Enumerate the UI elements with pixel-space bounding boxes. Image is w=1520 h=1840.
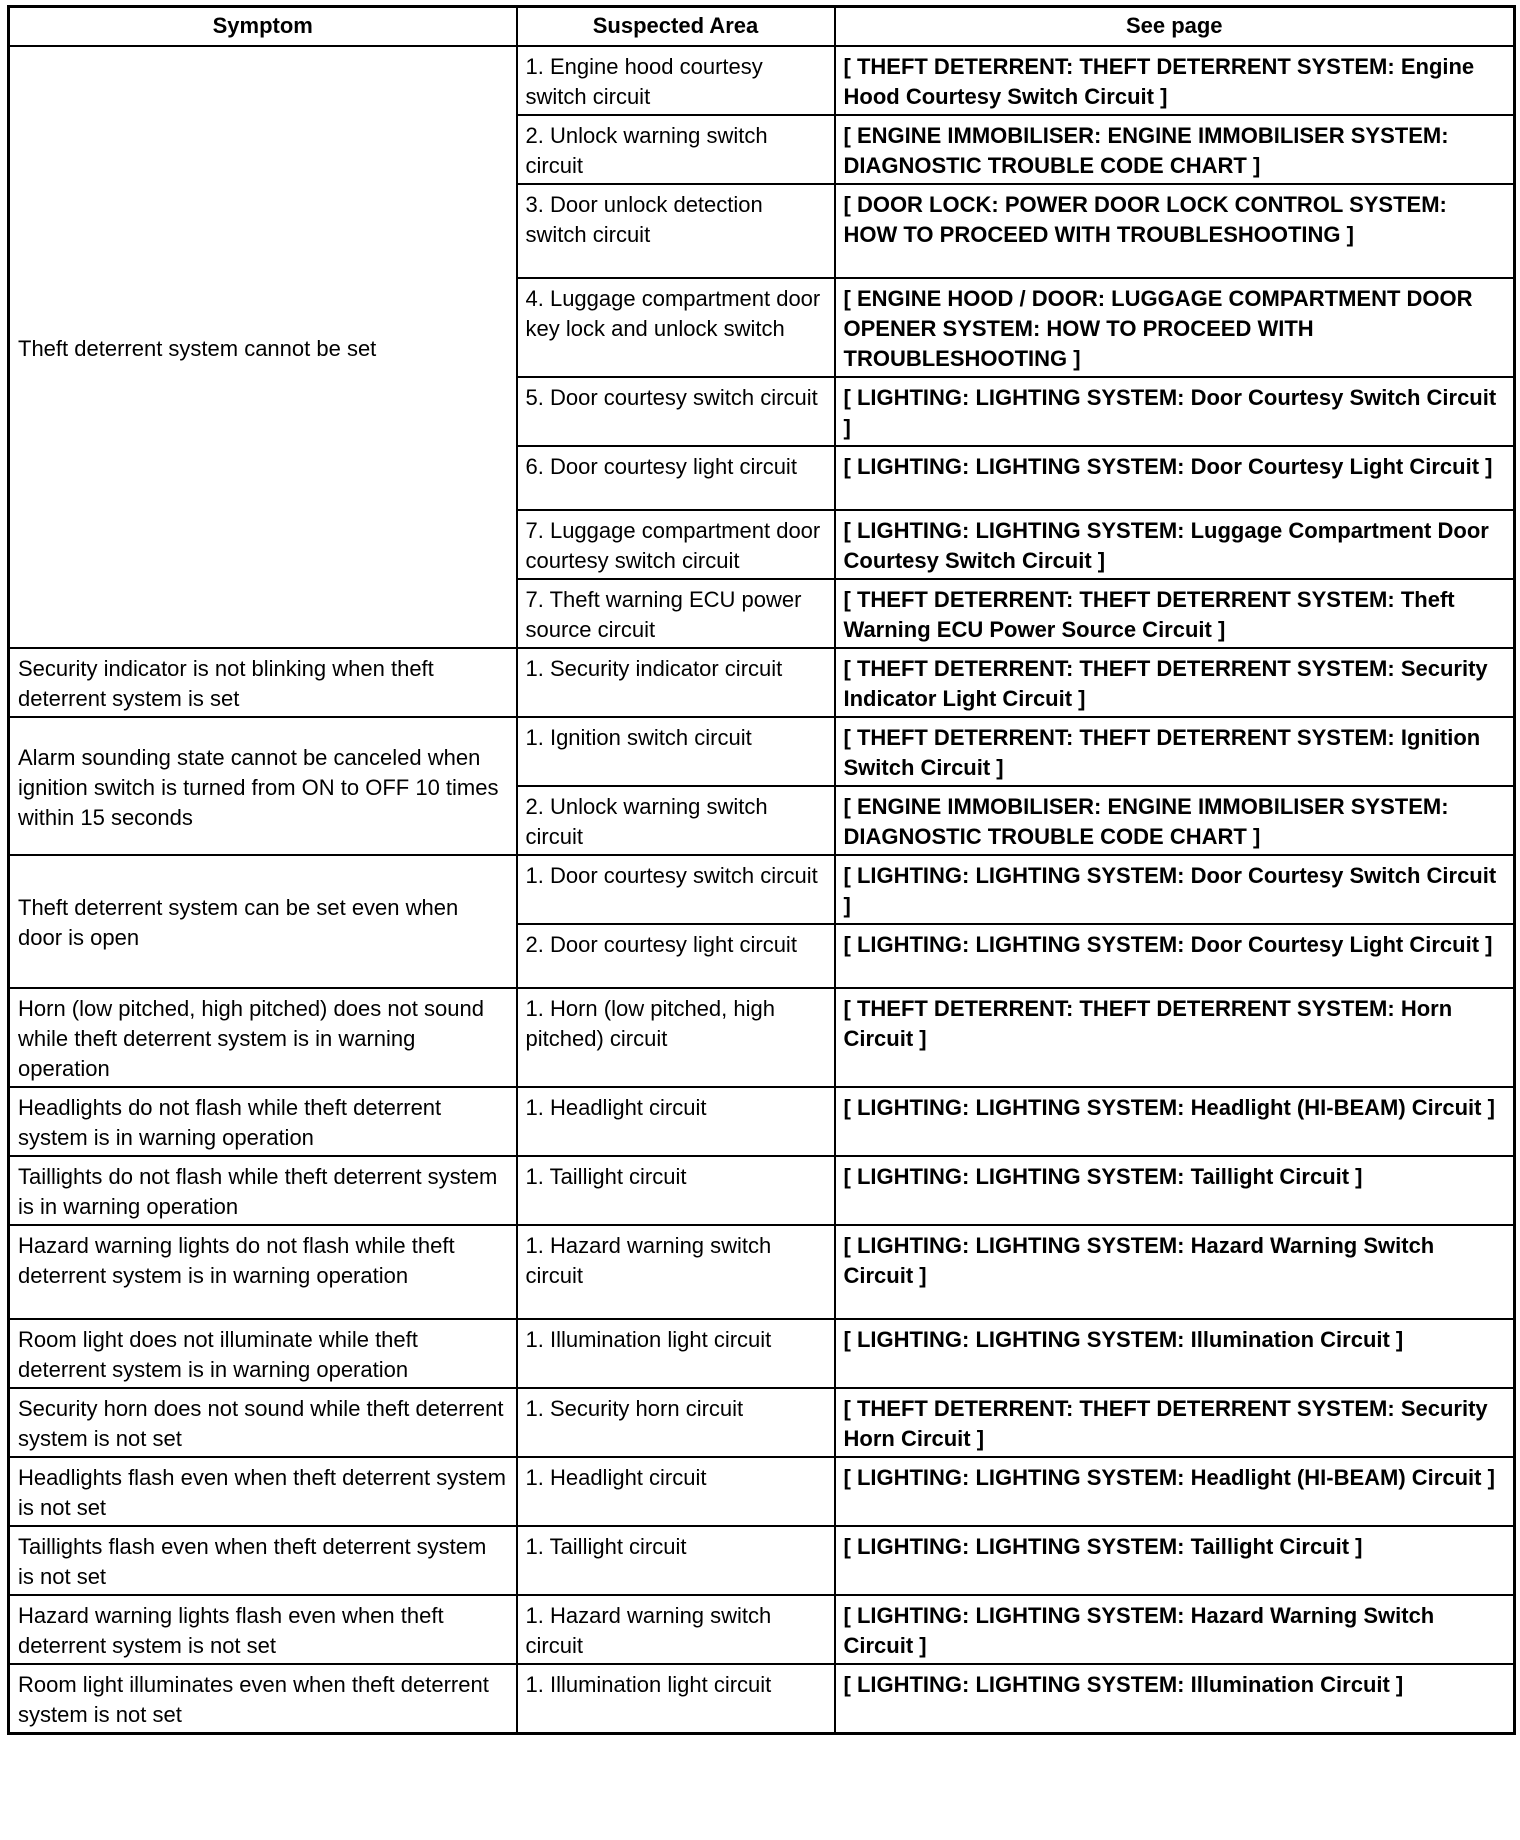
suspected-area-cell: 1. Headlight circuit [517, 1457, 835, 1526]
table-row [9, 1225, 1515, 1319]
symptom-cell: Theft deterrent system cannot be set [9, 46, 517, 648]
table-row [9, 1319, 1515, 1388]
symptom-cell: Theft deterrent system can be set even when door is open [9, 855, 517, 988]
table-row [9, 988, 1515, 1087]
suspected-area-cell: 1. Illumination light circuit [517, 1664, 835, 1734]
suspected-area-cell: 1. Ignition switch circuit [517, 717, 835, 786]
suspected-area-cell: 1. Taillight circuit [517, 1156, 835, 1225]
see-page-link[interactable]: [ LIGHTING: LIGHTING SYSTEM: Door Courtesy Switch Circuit ] [835, 377, 1515, 446]
suspected-area-cell: 1. Security horn circuit [517, 1388, 835, 1457]
see-page-link[interactable]: [ ENGINE HOOD / DOOR: LUGGAGE COMPARTMENT DOOR OPENER SYSTEM: HOW TO PROCEED WITH TROUBLESHOOTING ] [835, 278, 1515, 377]
see-page-link[interactable]: [ LIGHTING: LIGHTING SYSTEM: Headlight (HI-BEAM) Circuit ] [835, 1457, 1515, 1526]
table-row [9, 1595, 1515, 1664]
see-page-link[interactable]: [ LIGHTING: LIGHTING SYSTEM: Hazard Warning Switch Circuit ] [835, 1225, 1515, 1319]
see-page-link[interactable]: [ LIGHTING: LIGHTING SYSTEM: Door Courtesy Switch Circuit ] [835, 855, 1515, 924]
table-header-row [9, 7, 1515, 47]
symptom-cell: Headlights flash even when theft deterrent system is not set [9, 1457, 517, 1526]
table-row [9, 1457, 1515, 1526]
see-page-link[interactable]: [ LIGHTING: LIGHTING SYSTEM: Headlight (HI-BEAM) Circuit ] [835, 1087, 1515, 1156]
symptom-cell: Hazard warning lights do not flash while theft deterrent system is in warning operation [9, 1225, 517, 1319]
see-page-link[interactable]: [ DOOR LOCK: POWER DOOR LOCK CONTROL SYSTEM: HOW TO PROCEED WITH TROUBLESHOOTING ] [835, 184, 1515, 278]
suspected-area-cell: 3. Door unlock detection switch circuit [517, 184, 835, 278]
see-page-link[interactable]: [ LIGHTING: LIGHTING SYSTEM: Hazard Warning Switch Circuit ] [835, 1595, 1515, 1664]
symptom-cell: Horn (low pitched, high pitched) does not sound while theft deterrent system is in warning operation [9, 988, 517, 1087]
troubleshooting-table-page [7, 5, 1513, 1735]
symptom-cell: Taillights flash even when theft deterrent system is not set [9, 1526, 517, 1595]
suspected-area-cell: 2. Door courtesy light circuit [517, 924, 835, 988]
table-row [9, 717, 1515, 786]
see-page-link[interactable]: [ THEFT DETERRENT: THEFT DETERRENT SYSTEM: Security Indicator Light Circuit ] [835, 648, 1515, 717]
suspected-area-cell: 1. Illumination light circuit [517, 1319, 835, 1388]
see-page-link[interactable]: [ ENGINE IMMOBILISER: ENGINE IMMOBILISER SYSTEM: DIAGNOSTIC TROUBLE CODE CHART ] [835, 786, 1515, 855]
see-page-link[interactable]: [ LIGHTING: LIGHTING SYSTEM: Illumination Circuit ] [835, 1319, 1515, 1388]
see-page-link[interactable]: [ LIGHTING: LIGHTING SYSTEM: Illumination Circuit ] [835, 1664, 1515, 1734]
see-page-link[interactable]: [ THEFT DETERRENT: THEFT DETERRENT SYSTEM: Security Horn Circuit ] [835, 1388, 1515, 1457]
suspected-area-cell: 1. Hazard warning switch circuit [517, 1225, 835, 1319]
suspected-area-cell: 1. Taillight circuit [517, 1526, 835, 1595]
suspected-area-cell: 1. Door courtesy switch circuit [517, 855, 835, 924]
suspected-area-cell: 1. Security indicator circuit [517, 648, 835, 717]
suspected-area-cell: 7. Luggage compartment door courtesy switch circuit [517, 510, 835, 579]
see-page-link[interactable]: [ THEFT DETERRENT: THEFT DETERRENT SYSTEM: Theft Warning ECU Power Source Circuit ] [835, 579, 1515, 648]
see-page-link[interactable]: [ THEFT DETERRENT: THEFT DETERRENT SYSTEM: Ignition Switch Circuit ] [835, 717, 1515, 786]
see-page-link[interactable]: [ ENGINE IMMOBILISER: ENGINE IMMOBILISER SYSTEM: DIAGNOSTIC TROUBLE CODE CHART ] [835, 115, 1515, 184]
table-row [9, 855, 1515, 924]
symptom-cell: Security horn does not sound while theft deterrent system is not set [9, 1388, 517, 1457]
table-row [9, 1156, 1515, 1225]
see-page-link[interactable]: [ LIGHTING: LIGHTING SYSTEM: Door Courtesy Light Circuit ] [835, 924, 1515, 988]
see-page-link[interactable]: [ LIGHTING: LIGHTING SYSTEM: Door Courtesy Light Circuit ] [835, 446, 1515, 510]
table-row [9, 1087, 1515, 1156]
header-symptom: Symptom [9, 7, 517, 47]
suspected-area-cell: 1. Engine hood courtesy switch circuit [517, 46, 835, 115]
suspected-area-cell: 6. Door courtesy light circuit [517, 446, 835, 510]
suspected-area-cell: 2. Unlock warning switch circuit [517, 115, 835, 184]
see-page-link[interactable]: [ LIGHTING: LIGHTING SYSTEM: Taillight Circuit ] [835, 1526, 1515, 1595]
header-see-page: See page [835, 7, 1515, 47]
see-page-link[interactable]: [ LIGHTING: LIGHTING SYSTEM: Taillight Circuit ] [835, 1156, 1515, 1225]
suspected-area-cell: 2. Unlock warning switch circuit [517, 786, 835, 855]
header-suspected-area: Suspected Area [517, 7, 835, 47]
symptom-cell: Taillights do not flash while theft deterrent system is in warning operation [9, 1156, 517, 1225]
problem-symptoms-table [7, 5, 1516, 1735]
see-page-link[interactable]: [ THEFT DETERRENT: THEFT DETERRENT SYSTEM: Engine Hood Courtesy Switch Circuit ] [835, 46, 1515, 115]
see-page-link[interactable]: [ LIGHTING: LIGHTING SYSTEM: Luggage Compartment Door Courtesy Switch Circuit ] [835, 510, 1515, 579]
table-row [9, 46, 1515, 115]
suspected-area-cell: 4. Luggage compartment door key lock and unlock switch [517, 278, 835, 377]
symptom-cell: Headlights do not flash while theft deterrent system is in warning operation [9, 1087, 517, 1156]
table-row [9, 648, 1515, 717]
symptom-cell: Hazard warning lights flash even when theft deterrent system is not set [9, 1595, 517, 1664]
suspected-area-cell: 7. Theft warning ECU power source circuit [517, 579, 835, 648]
suspected-area-cell: 5. Door courtesy switch circuit [517, 377, 835, 446]
table-row [9, 1388, 1515, 1457]
table-row [9, 1526, 1515, 1595]
symptom-cell: Room light illuminates even when theft deterrent system is not set [9, 1664, 517, 1734]
suspected-area-cell: 1. Hazard warning switch circuit [517, 1595, 835, 1664]
symptom-cell: Security indicator is not blinking when theft deterrent system is set [9, 648, 517, 717]
see-page-link[interactable]: [ THEFT DETERRENT: THEFT DETERRENT SYSTEM: Horn Circuit ] [835, 988, 1515, 1087]
symptom-cell: Room light does not illuminate while theft deterrent system is in warning operation [9, 1319, 517, 1388]
suspected-area-cell: 1. Headlight circuit [517, 1087, 835, 1156]
suspected-area-cell: 1. Horn (low pitched, high pitched) circuit [517, 988, 835, 1087]
table-row [9, 1664, 1515, 1734]
symptom-cell: Alarm sounding state cannot be canceled when ignition switch is turned from ON to OFF 10 times within 15 seconds [9, 717, 517, 855]
